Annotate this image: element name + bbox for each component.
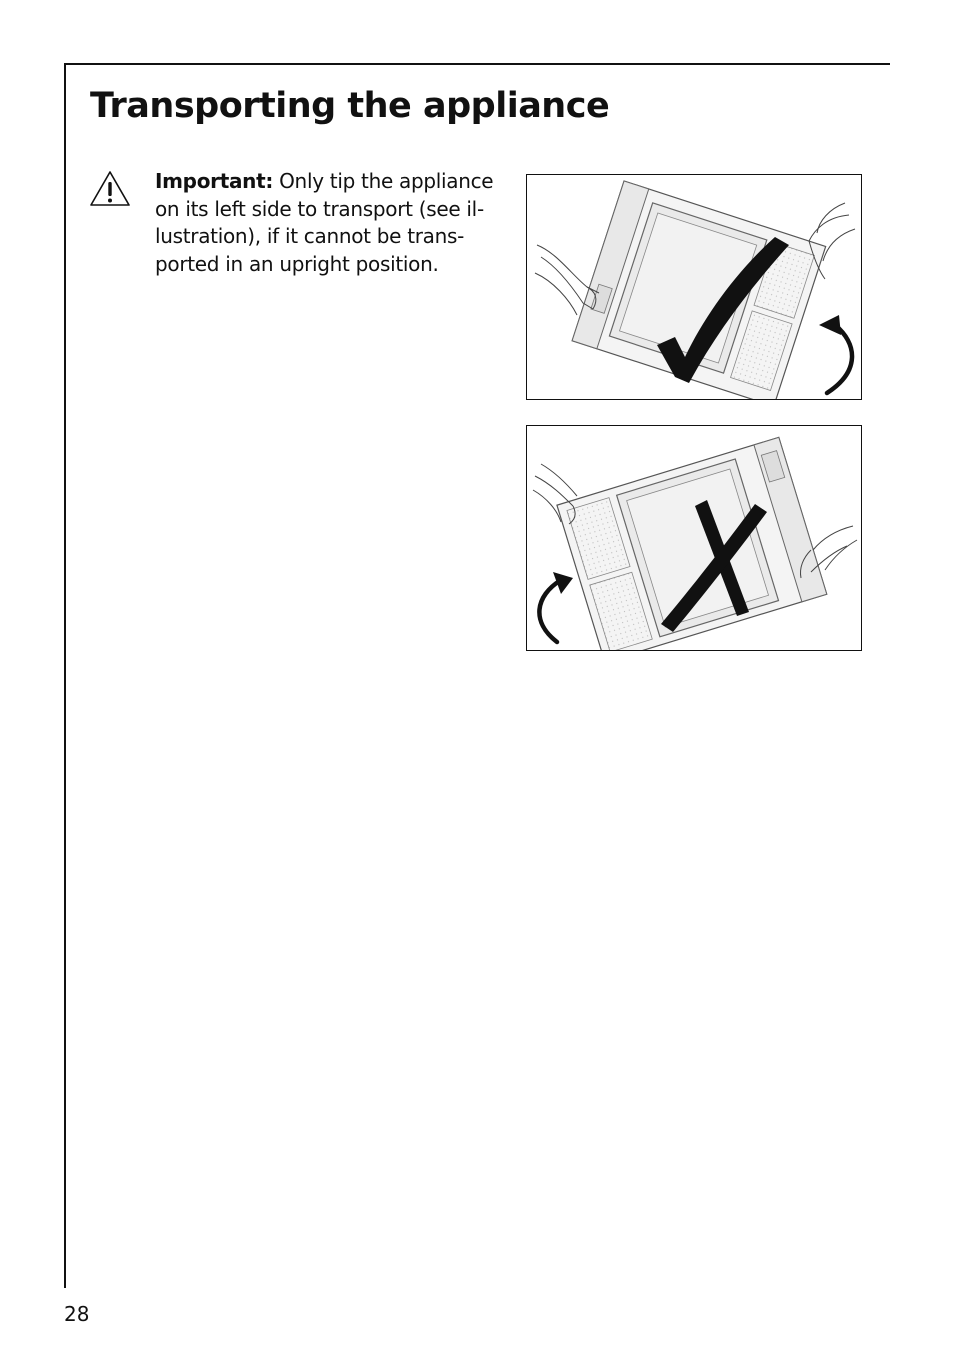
note-lead: Important: [155,169,274,193]
note-line-1 [155,168,505,196]
figure-correct-transport [526,174,862,400]
frame-top-rule [64,63,890,65]
note-line-4: ported in an upright position. [155,251,439,276]
important-note [155,168,505,278]
appliance-body-wrong [557,437,827,650]
appliance-body [572,181,826,399]
figure-wrong-transport [526,425,862,651]
page-number: 28 [64,1302,90,1326]
note-line-2: on its left side to transport (see il- [155,196,484,221]
note-text-1: Only tip the appliance [273,169,494,193]
page-title: Transporting the appliance [90,86,610,126]
counterclockwise-arrow-icon [539,572,573,642]
frame-left-rule [64,63,66,1288]
clockwise-arrow-icon [819,315,852,393]
appliance-tipped-correct-illustration [527,175,861,399]
appliance-tipped-wrong-illustration [527,426,861,650]
warning-icon [89,170,131,208]
note-line-3: lustration), if it cannot be trans- [155,224,465,248]
